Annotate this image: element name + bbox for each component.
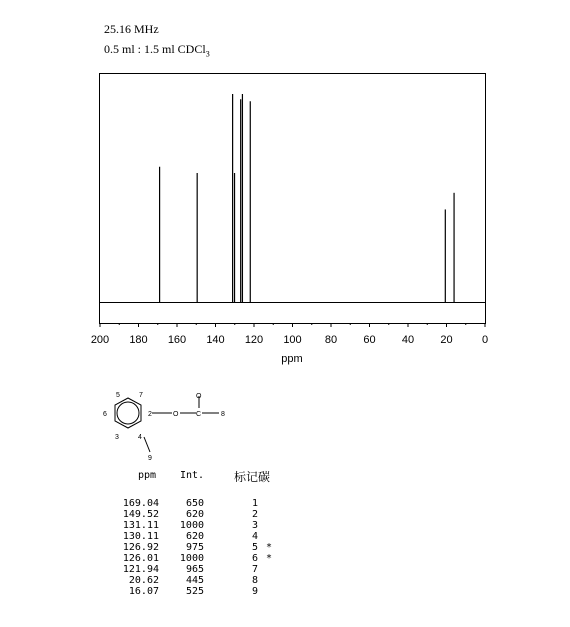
bond-c4-c9	[144, 437, 150, 452]
x-tick-label: 60	[363, 334, 376, 346]
header-carbon: 标记碳	[234, 470, 271, 484]
atom-label: 5	[116, 392, 120, 399]
cell-ppm: 149.52	[122, 509, 159, 520]
cell-carbon: 8	[251, 575, 258, 586]
cell-ppm: 130.11	[122, 531, 159, 542]
cell-mark: *	[265, 542, 272, 553]
x-tick-label: 100	[283, 334, 302, 346]
cell-ppm: 16.07	[128, 586, 159, 597]
x-tick-label: 180	[129, 334, 148, 346]
atom-label: 8	[221, 411, 225, 418]
cell-carbon: 1	[251, 498, 258, 509]
x-tick-label: 140	[206, 334, 225, 346]
atom-label: 3	[115, 434, 119, 441]
atom-label: O	[196, 393, 202, 400]
cell-ppm: 121.94	[122, 564, 159, 575]
header-int: Int.	[180, 470, 205, 481]
cell-int: 1000	[179, 553, 204, 564]
cell-int: 620	[185, 509, 204, 520]
cell-int: 1000	[179, 520, 204, 531]
cell-int: 650	[185, 498, 204, 509]
header-ppm: ppm	[138, 470, 157, 481]
cell-ppm: 20.62	[128, 575, 159, 586]
atom-label: 6	[103, 411, 107, 418]
x-tick-label: 160	[167, 334, 187, 346]
spectrometer-frequency: 25.16 MHz	[104, 22, 159, 36]
cell-int: 445	[185, 575, 204, 586]
cell-carbon: 9	[251, 586, 258, 597]
x-tick-label: 80	[324, 334, 338, 346]
atom-label: 2	[148, 411, 152, 418]
atom-label: 7	[139, 392, 143, 399]
cell-mark: *	[265, 553, 272, 564]
solvent-subscript: 3	[205, 49, 210, 59]
atom-label: 4	[138, 434, 142, 441]
cell-carbon: 5	[251, 542, 258, 553]
cell-int: 975	[185, 542, 204, 553]
aromatic-circle	[117, 402, 139, 424]
cell-carbon: 3	[251, 520, 258, 531]
cell-carbon: 2	[251, 509, 258, 520]
cell-ppm: 126.92	[122, 542, 159, 553]
x-tick-label: 120	[244, 334, 264, 346]
atom-label: C	[196, 411, 202, 418]
atom-label: 9	[148, 455, 152, 462]
cell-ppm: 131.11	[122, 520, 159, 531]
cell-ppm: 169.04	[122, 498, 159, 509]
x-tick-label: 0	[481, 334, 489, 346]
cell-ppm: 126.01	[122, 553, 159, 564]
cell-int: 620	[185, 531, 204, 542]
cell-int: 965	[185, 564, 204, 575]
atom-label: O	[173, 411, 179, 418]
solvent-text: 0.5 ml : 1.5 ml CDCl	[104, 42, 206, 56]
cell-carbon: 6	[251, 553, 258, 564]
x-tick-label: 20	[440, 334, 453, 346]
x-tick-label: 200	[90, 334, 110, 346]
x-tick-label: 40	[401, 334, 415, 346]
cell-int: 525	[185, 586, 204, 597]
cell-carbon: 7	[251, 564, 258, 575]
cell-carbon: 4	[251, 531, 258, 542]
x-axis-label: ppm	[281, 353, 303, 365]
